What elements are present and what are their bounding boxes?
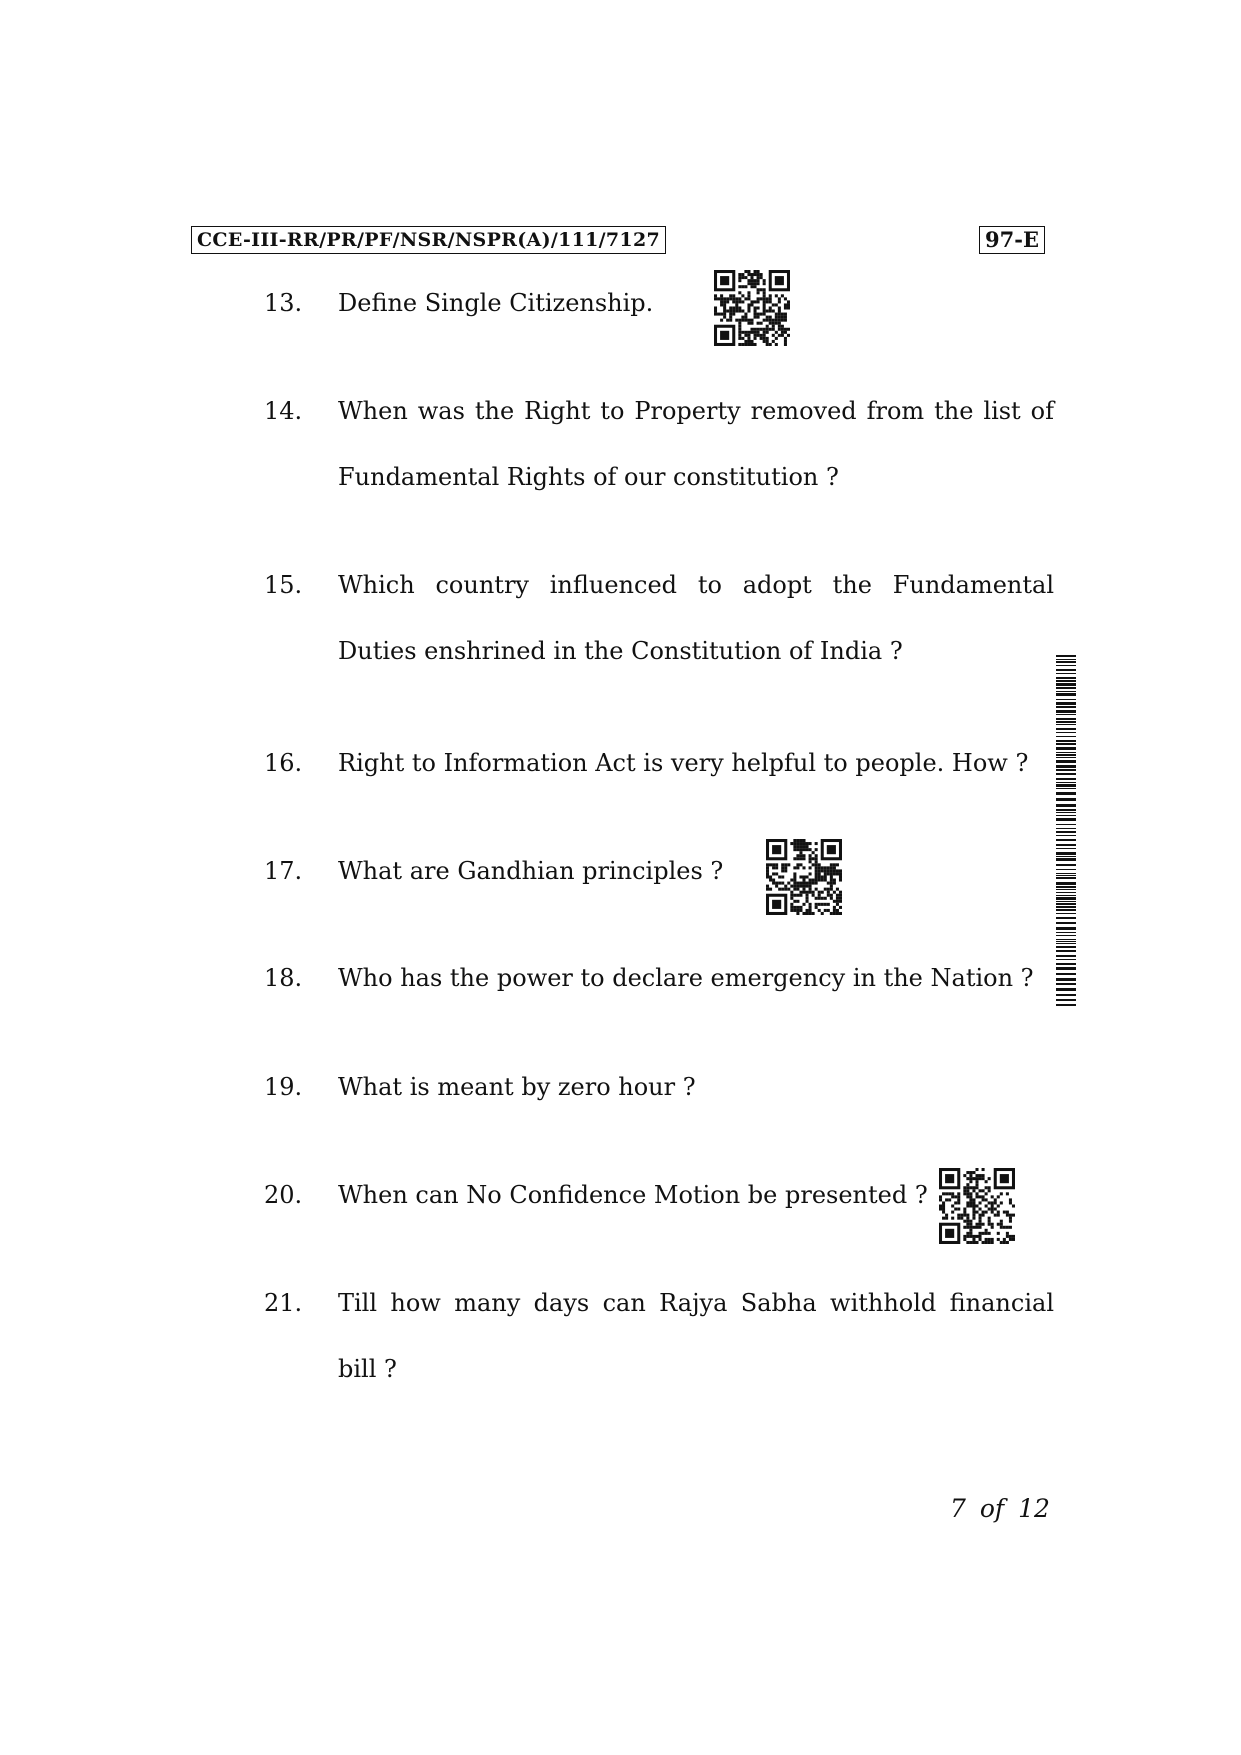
question-number: 19. — [264, 1073, 303, 1101]
question-14 — [264, 393, 1054, 510]
question-number: 14. — [264, 397, 303, 425]
question-number: 20. — [264, 1181, 303, 1209]
qr-code-icon — [714, 270, 790, 346]
question-13 — [264, 285, 1054, 321]
question-text: When was the Right to Property removed from the list of Fundamental Rights of our constitution ? — [338, 397, 1054, 491]
question-number: 21. — [264, 1289, 303, 1317]
question-15 — [264, 567, 1054, 684]
question-text: What are Gandhian principles ? — [338, 857, 724, 885]
question-text: Define Single Citizenship. — [338, 289, 654, 317]
question-text: Who has the power to declare emergency in the Nation ? — [338, 964, 1034, 992]
question-21 — [264, 1285, 1054, 1402]
question-number: 15. — [264, 571, 303, 599]
question-20 — [264, 1177, 1054, 1213]
question-number: 13. — [264, 289, 303, 317]
qr-code-icon — [939, 1168, 1015, 1244]
question-17 — [264, 853, 1054, 889]
question-16 — [264, 745, 1054, 781]
question-number: 16. — [264, 749, 303, 777]
paper-code: CCE-III-RR/PR/PF/NSR/NSPR(A)/111/7127 — [191, 226, 666, 254]
question-19 — [264, 1069, 1054, 1105]
barcode-icon — [1056, 655, 1076, 1007]
question-text: Which country influenced to adopt the Fundamental Duties enshrined in the Constitution of India ? — [338, 571, 1054, 665]
question-text: Till how many days can Rajya Sabha withhold financial bill ? — [338, 1289, 1054, 1383]
question-18 — [264, 960, 1054, 996]
question-text: Right to Information Act is very helpful to people. How ? — [338, 749, 1029, 777]
question-number: 18. — [264, 964, 303, 992]
qr-code-icon — [766, 839, 842, 915]
set-code: 97-E — [979, 226, 1045, 254]
page-number: 7 of 12 — [950, 1494, 1050, 1523]
question-text: What is meant by zero hour ? — [338, 1073, 696, 1101]
question-text: When can No Confidence Motion be presented ? — [338, 1181, 928, 1209]
question-number: 17. — [264, 857, 303, 885]
